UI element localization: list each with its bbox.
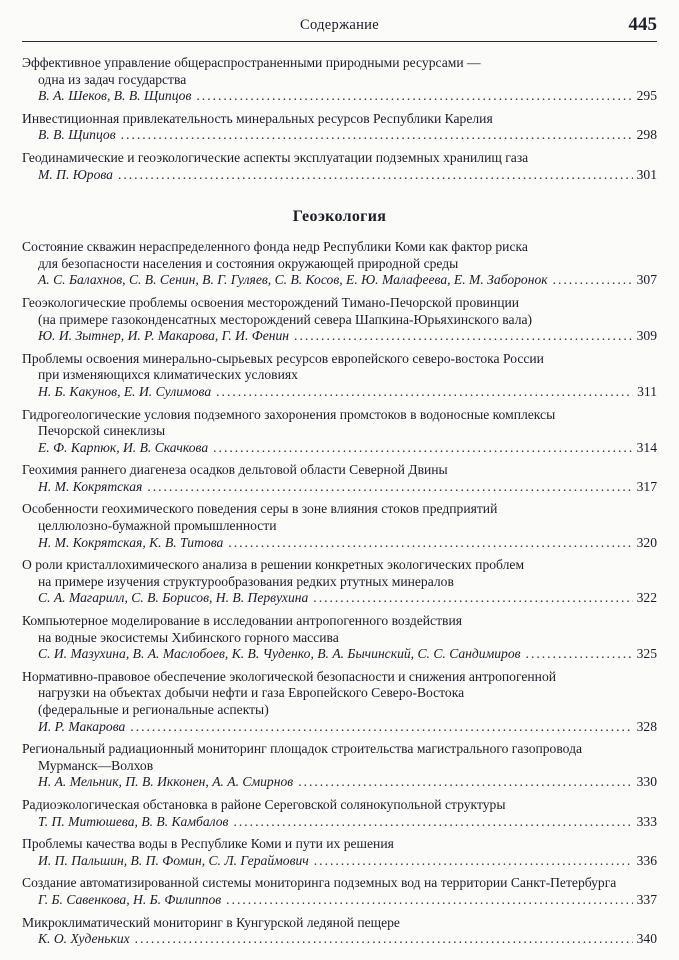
page-title: Содержание — [300, 17, 379, 33]
toc-entry — [22, 111, 657, 144]
entry-author-row — [22, 646, 657, 663]
toc-entry — [22, 669, 657, 735]
entry-page-number: 333 — [636, 813, 657, 829]
toc-entry — [22, 55, 657, 105]
entry-page-number: 322 — [636, 590, 657, 606]
entry-authors: В. В. Щипцов — [38, 127, 116, 143]
entry-authors: Н. Б. Какунов, Е. И. Сулимова — [38, 383, 212, 399]
entry-authors: Ю. И. Зытнер, И. Р. Макарова, Г. И. Фенин — [38, 328, 290, 344]
dot-leader — [314, 853, 633, 870]
entry-author-row — [22, 814, 657, 831]
entry-author-row — [22, 272, 657, 289]
entry-title-line: Региональный радиационный мониторинг площадок строительства магистрального газопровода — [22, 741, 583, 757]
entry-author-row — [22, 384, 657, 401]
entry-authors: В. А. Шеков, В. В. Щипцов — [38, 88, 192, 104]
entry-author-row — [22, 440, 657, 457]
entry-authors: К. О. Худеньких — [38, 931, 130, 947]
toc-entry — [22, 501, 657, 551]
entry-title-line: при изменяющихся климатических условиях — [38, 367, 298, 383]
entry-author-row — [22, 931, 657, 948]
entry-author-row — [22, 774, 657, 791]
entry-title-line: Создание автоматизированной системы мониторинга подземных вод на территории Санкт-Петербурга — [22, 875, 617, 891]
entry-title-line: Особенности геохимического поведения серы в зоне влияния стоков предприятий — [22, 501, 498, 517]
entry-author-row — [22, 88, 657, 105]
toc-entry — [22, 836, 657, 869]
entry-title-line: Геодинамические и геоэкологические аспекты эксплуатации подземных хранилищ газа — [22, 149, 529, 165]
entry-author-row — [22, 479, 657, 496]
entry-title-line: на водные экосистемы Хибинского горного массива — [38, 629, 339, 645]
entry-author-row — [22, 127, 657, 144]
entry-title-line: нагрузки на объектах добычи нефти и газа Европейского Северо-Востока — [38, 685, 465, 701]
entry-page-number: 307 — [636, 272, 657, 288]
entry-author-row — [22, 719, 657, 736]
entry-title-line: для безопасности населения и состояния окружающей природной среды — [38, 255, 459, 271]
entry-page-number: 337 — [636, 891, 657, 907]
dot-leader — [196, 88, 632, 105]
dot-leader — [298, 774, 632, 791]
entry-authors: С. А. Магарилл, С. В. Борисов, Н. В. Первухина — [38, 590, 309, 606]
entry-title-line: Проблемы освоения минерально-сырьевых ресурсов европейского северо-востока России — [22, 350, 544, 366]
toc-entry — [22, 462, 657, 495]
toc-entry — [22, 407, 657, 457]
entry-page-number: 311 — [637, 383, 657, 399]
toc-entry — [22, 557, 657, 607]
toc-entry — [22, 150, 657, 183]
entry-authors: С. И. Мазухина, В. А. Маслобоев, К. В. Чуденко, В. А. Бычинский, С. С. Сандимиров — [38, 646, 521, 662]
dot-leader — [233, 814, 632, 831]
entry-page-number: 301 — [636, 166, 657, 182]
entry-author-row — [22, 853, 657, 870]
entry-title-line: (на примере газоконденсатных месторождений севера Шапкина-Юрьяхинского вала) — [38, 311, 533, 327]
entry-title-line: целлюлозно-бумажной промышленности — [38, 518, 277, 534]
toc-entry — [22, 915, 657, 948]
dot-leader — [135, 931, 633, 948]
page-number: 445 — [628, 14, 657, 35]
entry-title-line: Радиоэкологическая обстановка в районе Сереговской солянокупольной структуры — [22, 796, 506, 812]
entry-author-row — [22, 590, 657, 607]
entry-authors: Н. А. Мельник, П. В. Икконен, А. А. Смирнов — [38, 774, 294, 790]
entry-title-line: Состояние скважин нераспределенного фонда недр Республики Коми как фактор риска — [22, 239, 528, 255]
dot-leader — [213, 440, 632, 457]
entry-page-number: 340 — [636, 931, 657, 947]
toc-entry — [22, 613, 657, 663]
entry-authors: А. С. Балахнов, С. В. Сенин, В. Г. Гуляев, С. В. Косов, Е. Ю. Малафеева, Е. М. Заборонок — [38, 272, 548, 288]
entry-title-line: Печорской синеклизы — [38, 423, 166, 439]
entry-page-number: 298 — [636, 127, 657, 143]
entry-title-line: Компьютерное моделирование в исследовании антропогенного воздействия — [22, 613, 462, 629]
entry-authors: Т. П. Митюшева, В. В. Камбалов — [38, 813, 229, 829]
entry-page-number: 309 — [636, 328, 657, 344]
entry-page-number: 330 — [636, 774, 657, 790]
entry-authors: М. П. Юрова — [38, 166, 113, 182]
dot-leader — [147, 479, 632, 496]
entry-author-row — [22, 892, 657, 909]
toc-entry — [22, 295, 657, 345]
entry-title-line: Проблемы качества воды в Республике Коми и пути их решения — [22, 836, 394, 852]
dot-leader — [553, 272, 633, 289]
entry-title-line: на примере изучения структурообразования редких ртутных минералов — [38, 573, 454, 589]
entry-page-number: 328 — [636, 718, 657, 734]
toc-entry — [22, 741, 657, 791]
entry-authors: Н. М. Кокрятская, К. В. Титова — [38, 534, 224, 550]
dot-leader — [226, 892, 632, 909]
entry-page-number: 314 — [636, 439, 657, 455]
entry-page-number: 317 — [636, 478, 657, 494]
entry-authors: И. П. Пальшин, В. П. Фомин, С. Л. Гераймович — [38, 852, 309, 868]
entry-page-number: 336 — [636, 852, 657, 868]
entry-page-number: 295 — [636, 88, 657, 104]
entry-author-row — [22, 328, 657, 345]
entry-author-row — [22, 167, 657, 184]
entry-page-number: 320 — [636, 534, 657, 550]
entry-page-number: 325 — [636, 646, 657, 662]
toc-entry — [22, 239, 657, 289]
toc-page — [22, 16, 657, 948]
entry-title-line: Гидрогеологические условия подземного захоронения промстоков в водоносные комплексы — [22, 406, 556, 422]
entry-title-line: Мурманск—Волхов — [38, 757, 154, 773]
toc-entry — [22, 875, 657, 908]
entry-authors: Е. Ф. Карпюк, И. В. Скачкова — [38, 439, 209, 455]
entry-authors: Н. М. Кокрятская — [38, 478, 143, 494]
entry-title-line: (федеральные и региональные аспекты) — [38, 702, 269, 717]
dot-leader — [216, 384, 633, 401]
entry-title-line: Геохимия раннего диагенеза осадков дельтовой области Северной Двины — [22, 462, 448, 478]
entry-authors: И. Р. Макарова — [38, 718, 126, 734]
toc-body — [22, 55, 657, 948]
entry-title-line: одна из задач государства — [38, 71, 187, 87]
toc-entry — [22, 351, 657, 401]
dot-leader — [121, 127, 633, 144]
toc-entry — [22, 797, 657, 830]
entry-authors: Г. Б. Савенкова, Н. Б. Филиппов — [38, 891, 222, 907]
entry-title-line: О роли кристаллохимического анализа в решении конкретных экологических проблем — [22, 557, 525, 573]
dot-leader — [294, 328, 633, 345]
dot-leader — [228, 535, 632, 552]
entry-title-line: Эффективное управление общераспространенными природными ресурсами — — [22, 55, 481, 70]
dot-leader — [526, 646, 633, 663]
entry-title-line: Геоэкологические проблемы освоения месторождений Тимано-Печорской провинции — [22, 294, 520, 310]
dot-leader — [313, 590, 632, 607]
entry-author-row — [22, 535, 657, 552]
dot-leader — [118, 167, 633, 184]
dot-leader — [130, 719, 632, 736]
entry-title-line: Инвестиционная привлекательность минеральных ресурсов Республики Карелия — [22, 110, 493, 126]
entry-title-line: Микроклиматический мониторинг в Кунгурской ледяной пещере — [22, 914, 400, 930]
entry-title-line: Нормативно-правовое обеспечение экологической безопасности и снижения антропогенной — [22, 668, 557, 684]
section-heading: Геоэкология — [292, 208, 387, 226]
page-header — [22, 16, 657, 42]
